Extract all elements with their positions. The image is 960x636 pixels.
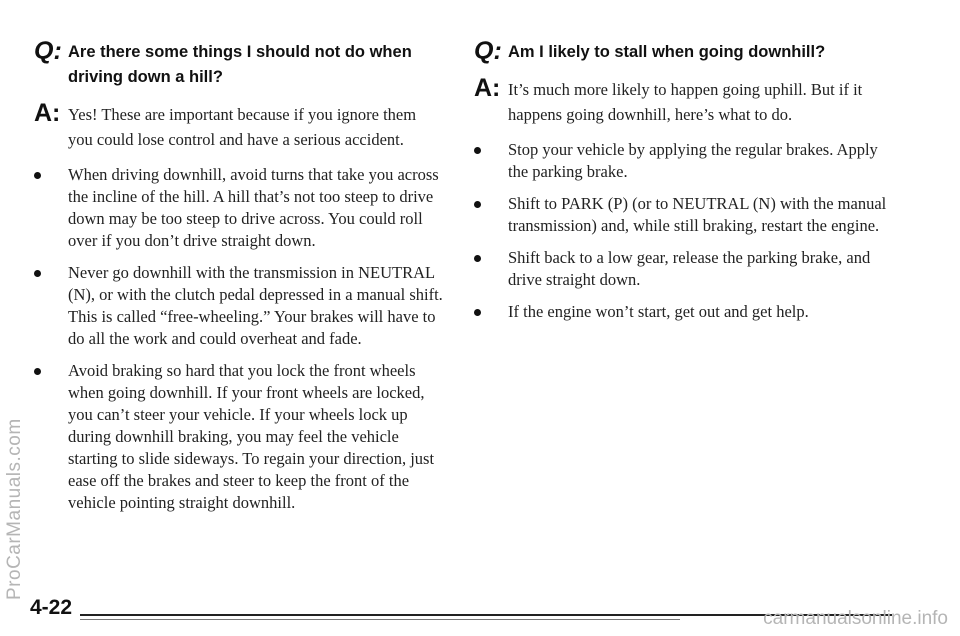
left-column (34, 37, 444, 524)
footer-watermark: carmanualsonline.info (763, 608, 948, 629)
answer-block (34, 99, 444, 152)
list-item (474, 193, 894, 237)
answer-text: Yes! These are important because if you ignore them you could lose control and have a serious accident. (68, 105, 417, 149)
list-item (474, 301, 894, 323)
answer-block (474, 74, 894, 127)
list-item-text: If the engine won’t start, get out and get help. (508, 302, 809, 321)
bullet-dot-icon (34, 172, 41, 179)
bullet-dot-icon (474, 255, 481, 262)
answer-text: It’s much more likely to happen going uphill. But if it happens going downhill, here’s what to do. (508, 80, 863, 124)
question-block (34, 37, 444, 90)
question-mark-label: Q: (34, 37, 62, 65)
bullet-dot-icon (474, 201, 481, 208)
list-item-text: Avoid braking so hard that you lock the front wheels when going downhill. If your front wheels are locked, you can’t steer your vehicle. If your wheels lock up during downhill braking, you may feel the vehicle starting to slide sideways. To regain your direction, just ease off the brakes and steer to keep the front of the vehicle pointing straight downhill. (68, 361, 435, 512)
answer-mark-label: A: (34, 99, 61, 127)
list-item (34, 360, 444, 514)
right-column (474, 37, 894, 333)
side-watermark: ProCarManuals.com (4, 418, 25, 600)
footer-rule-thin (80, 619, 680, 620)
bullet-dot-icon (34, 368, 41, 375)
question-text: Am I likely to stall when going downhill? (508, 43, 826, 61)
list-item (474, 247, 894, 291)
list-item-text: Never go downhill with the transmission in NEUTRAL (N), or with the clutch pedal depressed in a manual shift. This is called “free-wheeling.” Your brakes will have to do all the work and could overheat and fade. (68, 263, 443, 348)
page-number: 4-22 (30, 596, 73, 619)
list-item-text: Shift to PARK (P) (or to NEUTRAL (N) with the manual transmission) and, while still braking, restart the engine. (508, 194, 887, 235)
bullet-dot-icon (34, 270, 41, 277)
bullet-list (34, 164, 444, 514)
answer-mark-label: A: (474, 74, 501, 102)
question-text: Are there some things I should not do when driving down a hill? (68, 43, 412, 86)
bullet-list (474, 139, 894, 323)
list-item (474, 139, 894, 183)
list-item-text: Shift back to a low gear, release the parking brake, and drive straight down. (508, 248, 871, 289)
list-item (34, 164, 444, 252)
bullet-dot-icon (474, 147, 481, 154)
bullet-dot-icon (474, 309, 481, 316)
question-block (474, 37, 894, 65)
list-item-text: Stop your vehicle by applying the regular brakes. Apply the parking brake. (508, 140, 878, 181)
question-mark-label: Q: (474, 37, 502, 65)
list-item-text: When driving downhill, avoid turns that take you across the incline of the hill. A hill that’s not too steep to drive down may be too steep to drive across. You could roll over if you don’t drive straight down. (68, 165, 439, 250)
list-item (34, 262, 444, 350)
